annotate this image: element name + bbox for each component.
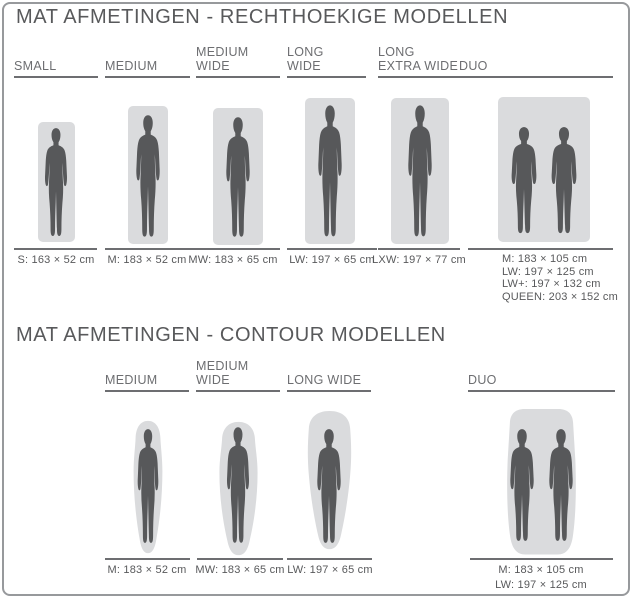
person-silhouette: [221, 116, 255, 240]
size-label: LW+: 197 × 132 cm: [502, 278, 601, 290]
size-label-long-extra-wide: LXW: 197 × 77 cm: [372, 254, 466, 266]
person-silhouette: [505, 428, 539, 544]
person-silhouette: [40, 127, 72, 239]
dimension-rule: [197, 558, 283, 560]
header-line: WIDE: [196, 59, 230, 73]
size-label-long-wide-contour: LW: 197 × 65 cm: [287, 564, 373, 576]
person-silhouette: [506, 126, 542, 236]
column-header-medium-wide-contour: [196, 354, 280, 392]
header-line: WIDE: [196, 373, 230, 387]
size-label: QUEEN: 203 × 152 cm: [502, 290, 618, 303]
dimension-rule: [186, 248, 280, 250]
header-line: MEDIUM: [196, 359, 249, 373]
dimension-rule: [470, 558, 613, 560]
dimension-rule: [105, 558, 190, 560]
header-line: LONG WIDE: [287, 373, 362, 387]
column-header-long-extra-wide: [378, 40, 461, 78]
header-line: MEDIUM: [105, 59, 158, 73]
dimension-rule: [14, 248, 97, 250]
dimension-rule: [287, 248, 377, 250]
size-label-medium: M: 183 × 52 cm: [107, 254, 187, 266]
header-line: DUO: [468, 373, 497, 387]
person-silhouette: [222, 426, 254, 546]
column-header-small: [14, 40, 98, 78]
size-label: LW: 197 × 125 cm: [495, 579, 587, 591]
person-silhouette: [312, 428, 346, 546]
size-label-medium-wide-contour: MW: 183 × 65 cm: [195, 564, 285, 576]
header-line: EXTRA WIDE: [378, 59, 459, 73]
size-label: M: 183 × 105 cm: [502, 253, 588, 265]
person-silhouette: [403, 104, 437, 240]
person-silhouette: [544, 428, 578, 544]
dimension-rule: [287, 558, 372, 560]
person-silhouette: [313, 104, 347, 240]
header-line: LONG: [378, 45, 415, 59]
dimension-rule: [468, 248, 613, 250]
column-header-medium: [105, 40, 190, 78]
size-labels-duo: [502, 253, 618, 303]
column-header-medium-contour: [105, 354, 189, 392]
header-line: SMALL: [14, 59, 57, 73]
header-line: LONG: [287, 45, 324, 59]
size-labels-duo-contour: [495, 563, 587, 593]
header-line: MEDIUM: [196, 45, 249, 59]
header-line: DUO: [459, 59, 488, 73]
column-header-medium-wide: [196, 40, 280, 78]
header-line: WIDE: [287, 59, 321, 73]
size-label-long-wide: LW: 197 × 65 cm: [289, 254, 375, 266]
size-label: LW: 197 × 125 cm: [502, 265, 594, 278]
column-header-duo-contour: [468, 354, 615, 392]
column-header-long-wide: [287, 40, 366, 78]
section2-title: MAT AFMETINGEN - CONTOUR MODELLEN: [16, 324, 446, 346]
dimension-rule: [105, 248, 190, 250]
column-header-duo: [459, 40, 613, 78]
size-label-small: S: 163 × 52 cm: [17, 254, 95, 266]
section1-title: MAT AFMETINGEN - RECHTHOEKIGE MODELLEN: [16, 6, 509, 28]
header-line: MEDIUM: [105, 373, 158, 387]
dimension-rule: [378, 248, 460, 250]
column-header-long-wide-contour: [287, 354, 371, 392]
person-silhouette: [131, 114, 165, 240]
size-label-medium-wide: MW: 183 × 65 cm: [188, 254, 278, 266]
size-label: M: 183 × 105 cm: [498, 564, 584, 576]
person-silhouette: [133, 428, 163, 546]
person-silhouette: [546, 126, 582, 236]
size-label-medium-contour: M: 183 × 52 cm: [107, 564, 187, 576]
